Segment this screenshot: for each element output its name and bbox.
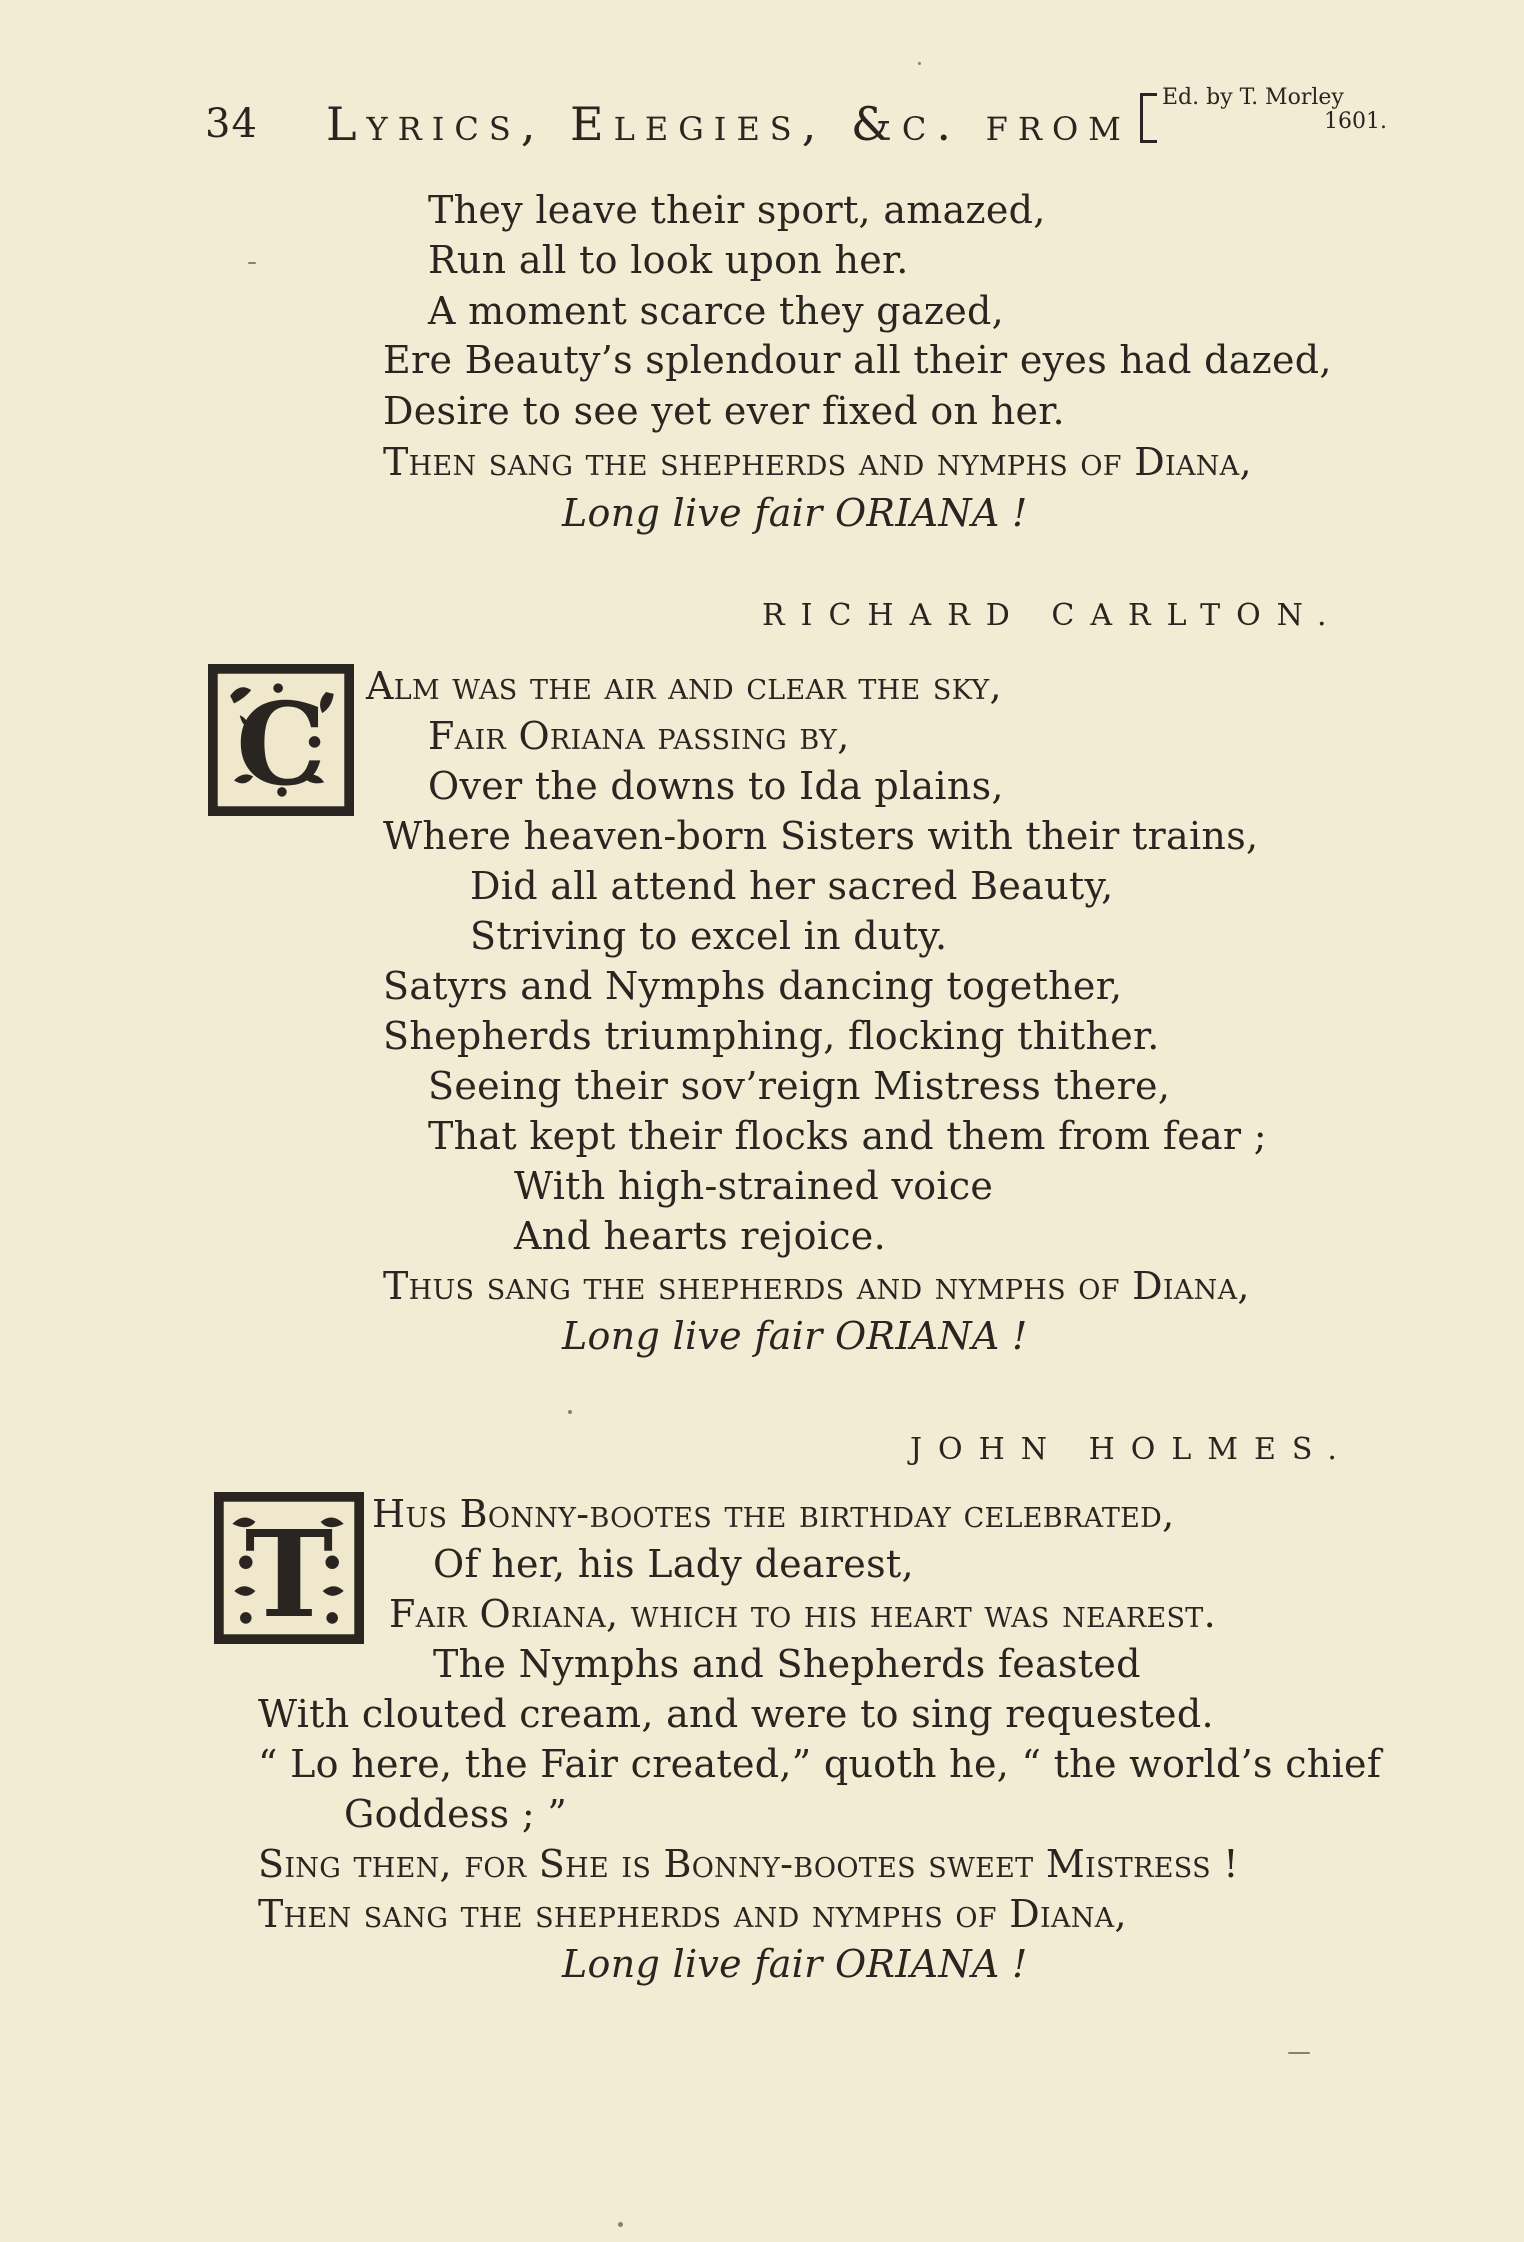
poem-line: A moment scarce they gazed, — [428, 289, 1005, 333]
svg-text:T: T — [244, 1504, 334, 1641]
editor-line-2: 1601. — [1324, 109, 1387, 134]
page-number: 34 — [205, 101, 258, 147]
poem-line: Fair Oriana passing by, — [428, 714, 850, 758]
ornamental-dropcap-t — [214, 1492, 364, 1644]
editor-line-1: Ed. by T. Morley — [1162, 85, 1344, 110]
refrain-line: Long live fair ORIANA ! — [562, 491, 1028, 535]
ornamental-dropcap-c — [208, 664, 354, 816]
first-line-text: Alm was the air and clear the sky, — [366, 664, 1002, 708]
poem-line: With clouted cream, and were to sing requested. — [258, 1692, 1214, 1736]
first-line-text: Hus Bonny-bootes the birthday celebrated, — [372, 1492, 1175, 1536]
poem-line: Then sang the shepherds and nymphs of Diana, — [383, 440, 1252, 484]
paper-speck — [618, 2222, 623, 2227]
poem-line: Satyrs and Nymphs dancing together, — [383, 964, 1123, 1008]
author-attribution: JOHN HOLMES. — [910, 1432, 1353, 1467]
poem-line: Thus sang the shepherds and nymphs of Diana, — [383, 1264, 1250, 1308]
poem-line: Goddess ; ” — [344, 1792, 568, 1836]
paper-speck — [1288, 2052, 1310, 2054]
poem-line: “ Lo here, the Fair created,” quoth he, “ the world’s chief — [258, 1742, 1382, 1786]
running-header — [0, 85, 1524, 151]
poem-line: Ere Beauty’s splendour all their eyes had dazed, — [383, 338, 1332, 382]
paper-speck — [918, 62, 921, 65]
poem-line: Striving to excel in duty. — [470, 914, 948, 958]
poem-line: With high-strained voice — [514, 1164, 994, 1208]
poem-line: And hearts rejoice. — [514, 1214, 886, 1258]
author-attribution: RICHARD CARLTON. — [762, 598, 1343, 633]
poem-line: They leave their sport, amazed, — [428, 188, 1046, 232]
poem-line: Of her, his Lady dearest, — [433, 1542, 914, 1586]
poem-line: Then sang the shepherds and nymphs of Diana, — [258, 1892, 1127, 1936]
svg-text:C: C — [235, 678, 327, 812]
poem-first-line — [366, 662, 1002, 710]
poem-line: Over the downs to Ida plains, — [428, 764, 1004, 808]
refrain-line: Long live fair ORIANA ! — [562, 1942, 1028, 1986]
poem-line: Fair Oriana, which to his heart was nearest. — [389, 1592, 1216, 1636]
bracket-mark — [1140, 93, 1157, 143]
refrain-line: Long live fair ORIANA ! — [562, 1314, 1028, 1358]
dropcap-t-ornament-icon — [217, 1495, 361, 1641]
paper-speck — [568, 1410, 572, 1414]
dropcap-c-ornament-icon — [211, 667, 351, 813]
poem-line: Desire to see yet ever fixed on her. — [383, 389, 1065, 433]
poem-line: Did all attend her sacred Beauty, — [470, 864, 1114, 908]
poem-line: Sing then, for She is Bonny-bootes sweet Mistress ! — [258, 1842, 1239, 1886]
poem-line: Seeing their sov’reign Mistress there, — [428, 1064, 1171, 1108]
poem-line: Run all to look upon her. — [428, 238, 909, 282]
poem-line: The Nymphs and Shepherds feasted — [433, 1642, 1141, 1686]
paper-speck — [248, 262, 256, 264]
poem-line: Shepherds triumphing, flocking thither. — [383, 1014, 1160, 1058]
running-title: Lyrics, Elegies, &c. from — [326, 97, 1131, 151]
poem-line: That kept their flocks and them from fear ; — [428, 1114, 1267, 1158]
poem-line: Where heaven-born Sisters with their trains, — [383, 814, 1259, 858]
editor-note — [1140, 85, 1400, 135]
poem-first-line — [372, 1490, 1175, 1538]
